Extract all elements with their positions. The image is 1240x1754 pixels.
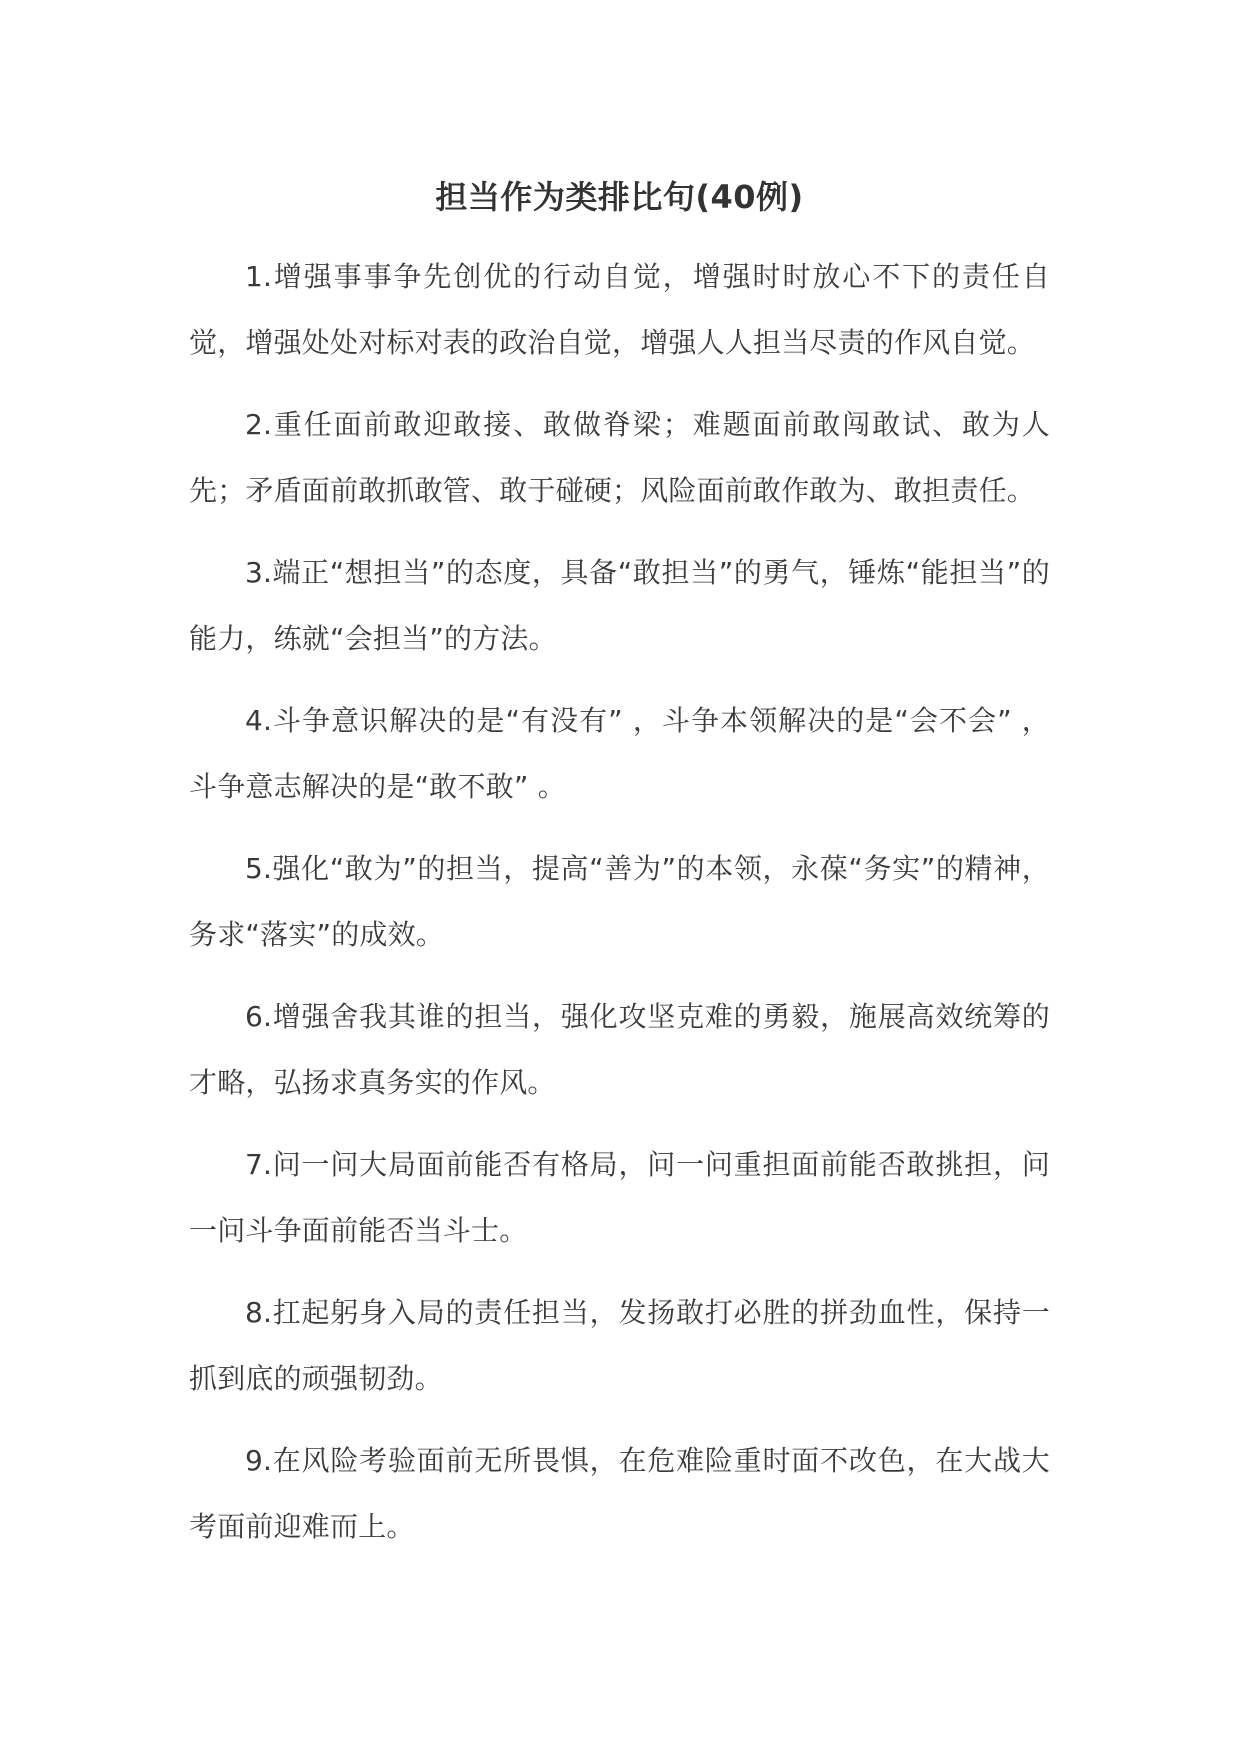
paragraph-8: 8.扛起躬身入局的责任担当，发扬敢打必胜的拼劲血性，保持一抓到底的顽强韧劲。 xyxy=(189,1296,1050,1395)
paragraph-4: 4.斗争意识解决的是“有没有” ，斗争本领解决的是“会不会” ，斗争意志解决的是“敢不敢” 。 xyxy=(189,704,1050,803)
paragraph-2: 2.重任面前敢迎敢接、敢做脊梁；难题面前敢闯敢试、敢为人先；矛盾面前敢抓敢管、敢于碰硬；风险面前敢作敢为、敢担责任。 xyxy=(189,408,1050,507)
paragraph-3: 3.端正“想担当”的态度，具备“敢担当”的勇气，锤炼“能担当”的能力，练就“会担当”的方法。 xyxy=(189,556,1050,655)
document-title: 担当作为类排比句(40例) xyxy=(435,178,804,216)
paragraph-1: 1.增强事事争先创优的行动自觉，增强时时放心不下的责任自觉，增强处处对标对表的政治自觉，增强人人担当尽责的作风自觉。 xyxy=(189,260,1050,359)
paragraph-5: 5.强化“敢为”的担当，提高“善为”的本领，永葆“务实”的精神，务求“落实”的成效。 xyxy=(189,852,1050,951)
paragraph-6: 6.增强舍我其谁的担当，强化攻坚克难的勇毅，施展高效统筹的才略，弘扬求真务实的作风。 xyxy=(189,1000,1050,1099)
paragraph-9: 9.在风险考验面前无所畏惧，在危难险重时面不改色，在大战大考面前迎难而上。 xyxy=(189,1444,1050,1543)
paragraph-7: 7.问一问大局面前能否有格局，问一问重担面前能否敢挑担，问一问斗争面前能否当斗士。 xyxy=(189,1148,1050,1247)
